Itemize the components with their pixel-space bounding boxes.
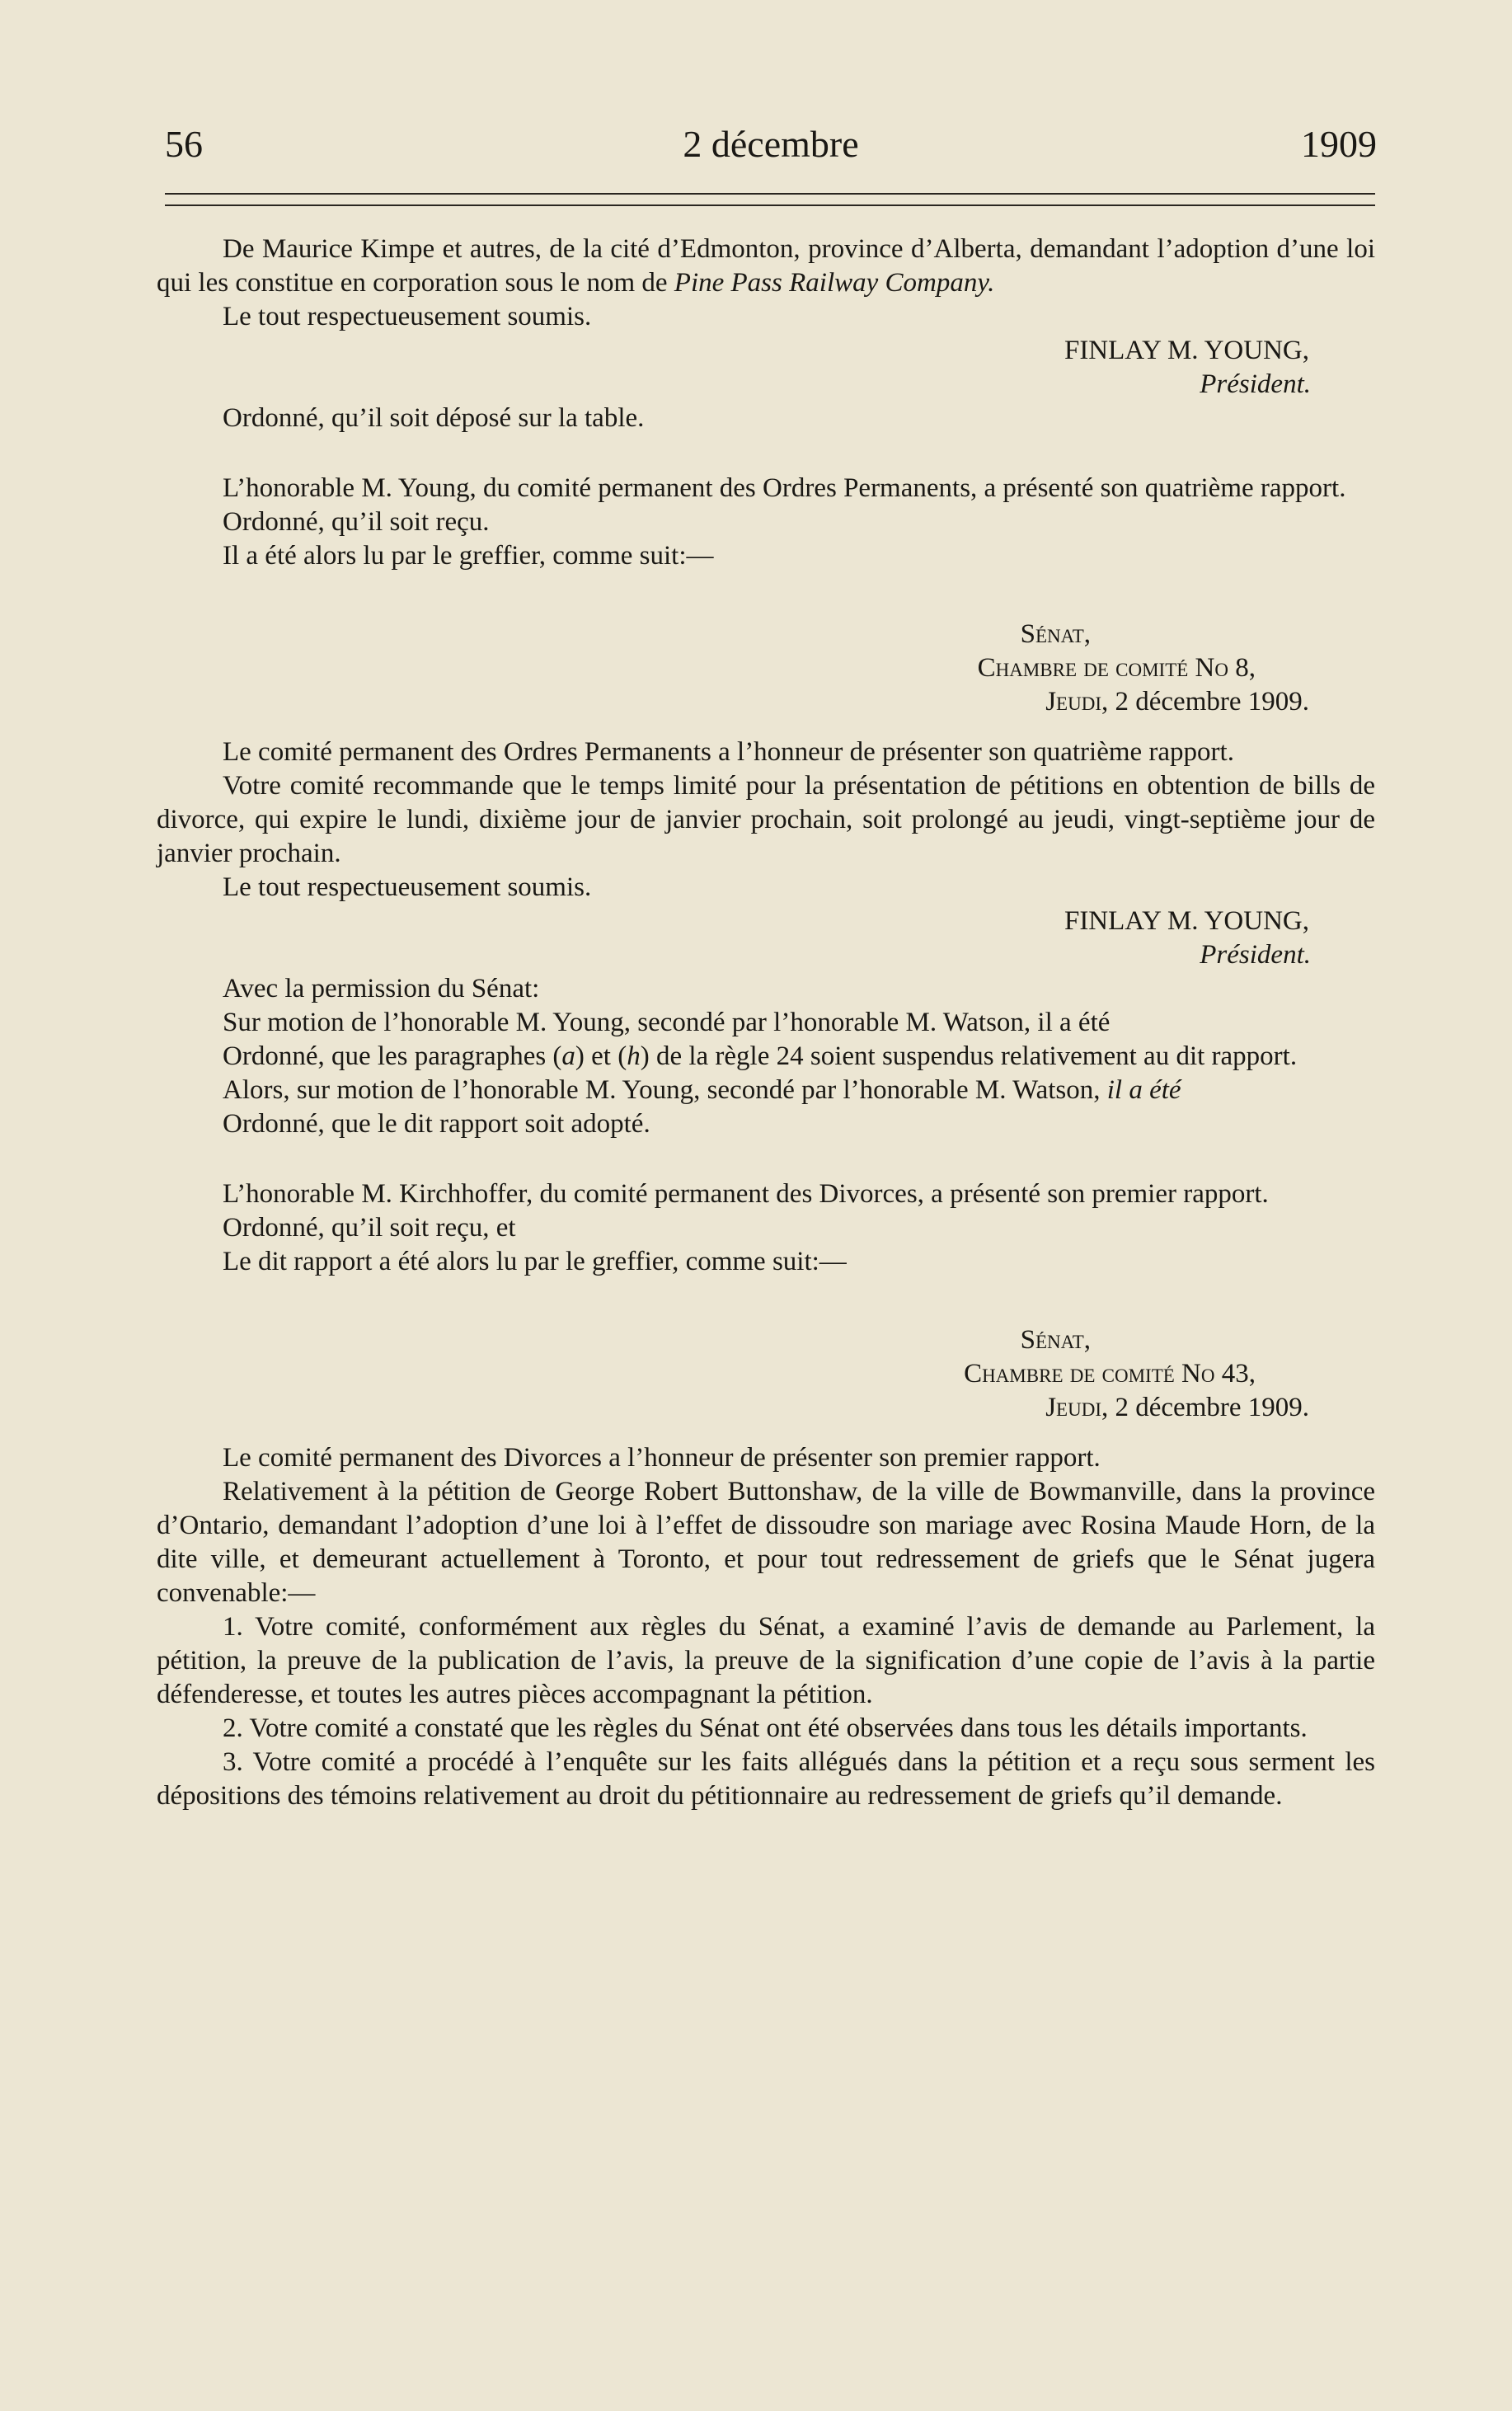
paragraph: Relativement à la pétition de George Robert Buttonshaw, de la ville de Bowmanville, dans la province d’Ontario, demandant l’adoption d’une loi à l’effet de dissoudre son mariage avec Rosina Maude Horn, de la dite ville, et demeurant actuellement à Toronto, et pour tout redressement de griefs que le Sénat jugera convenable:—: [157, 1477, 1375, 1608]
paragraph: Ordonné, qu’il soit reçu.: [223, 507, 490, 537]
paragraph: Le tout respectueusement soumis.: [223, 302, 592, 331]
paragraph: Le comité permanent des Ordres Permanents a l’honneur de présenter son quatrième rapport.: [223, 737, 1234, 767]
paragraph: Le dit rapport a été alors lu par le greffier, comme suit:—: [223, 1247, 847, 1276]
report-header-chambre: Chambre de comité No 43,: [964, 1359, 1256, 1389]
signature-name: FINLAY M. YOUNG,: [1064, 336, 1309, 365]
header-year: 1909: [1301, 123, 1377, 165]
paragraph: Alors, sur motion de l’honorable M. Young, secondé par l’honorable M. Watson, il a été: [223, 1075, 1181, 1105]
paragraph: 1. Votre comité, conformément aux règles du Sénat, a examiné l’avis de demande au Parlement, la pétition, la preuve de la publication de l’avis, la preuve de la signification d’une copie de l’avis à la partie défenderesse, et toutes les autres pièces accompagnant la pétition.: [157, 1612, 1375, 1709]
running-header: [165, 115, 1377, 173]
document-body: [157, 233, 1375, 1813]
paragraph: L’honorable M. Kirchhoffer, du comité permanent des Divorces, a présenté son premier rapport.: [223, 1179, 1269, 1209]
paragraph: L’honorable M. Young, du comité permanent des Ordres Permanents, a présenté son quatrième rapport.: [223, 473, 1346, 503]
report-header-date: Jeudi, 2 décembre 1909.: [1045, 687, 1309, 717]
report-header-date: Jeudi, 2 décembre 1909.: [1045, 1393, 1309, 1422]
signature-title: Président.: [1200, 369, 1311, 399]
paragraph: Le comité permanent des Divorces a l’honneur de présenter son premier rapport.: [223, 1443, 1101, 1473]
paragraph: Ordonné, qu’il soit déposé sur la table.: [223, 403, 645, 433]
header-rule-top: [165, 193, 1375, 195]
paragraph: Ordonné, qu’il soit reçu, et: [223, 1213, 516, 1243]
paragraph: Avec la permission du Sénat:: [223, 974, 540, 1003]
paragraph: De Maurice Kimpe et autres, de la cité d’Edmonton, province d’Alberta, demandant l’adoption d’une loi qui les constitue en corporation sous le nom de Pine Pass Railway Company.: [157, 234, 1375, 298]
header-date: 2 décembre: [683, 123, 859, 165]
paragraph: 3. Votre comité a procédé à l’enquête sur les faits allégués dans la pétition et a reçu sous serment les dépositions des témoins relativement au droit du pétitionnaire au redressement de griefs qu’il demande.: [157, 1747, 1375, 1811]
header-rule-bottom: [165, 204, 1375, 206]
paragraph: Le tout respectueusement soumis.: [223, 872, 592, 902]
report-header-senat: Sénat,: [1020, 619, 1091, 649]
paragraph: Il a été alors lu par le greffier, comme suit:—: [223, 541, 714, 571]
report-header-senat: Sénat,: [1020, 1325, 1091, 1355]
signature-name: FINLAY M. YOUNG,: [1064, 906, 1309, 936]
page-number: 56: [165, 123, 203, 165]
paragraph: Votre comité recommande que le temps limité pour la présentation de pétitions en obtention de bills de divorce, qui expire le lundi, dixième jour de janvier prochain, soit prolongé au jeudi, vingt-septième jour de janvier prochain.: [157, 771, 1375, 868]
report-header-chambre: Chambre de comité No 8,: [977, 653, 1256, 683]
paragraph: Ordonné, que les paragraphes (a) et (h) de la règle 24 soient suspendus relativement au dit rapport.: [223, 1041, 1298, 1071]
signature-title: Président.: [1200, 940, 1311, 970]
paragraph: Sur motion de l’honorable M. Young, secondé par l’honorable M. Watson, il a été: [223, 1008, 1111, 1037]
paragraph: Ordonné, que le dit rapport soit adopté.: [223, 1109, 650, 1139]
paragraph: 2. Votre comité a constaté que les règles du Sénat ont été observées dans tous les détails importants.: [223, 1713, 1308, 1743]
